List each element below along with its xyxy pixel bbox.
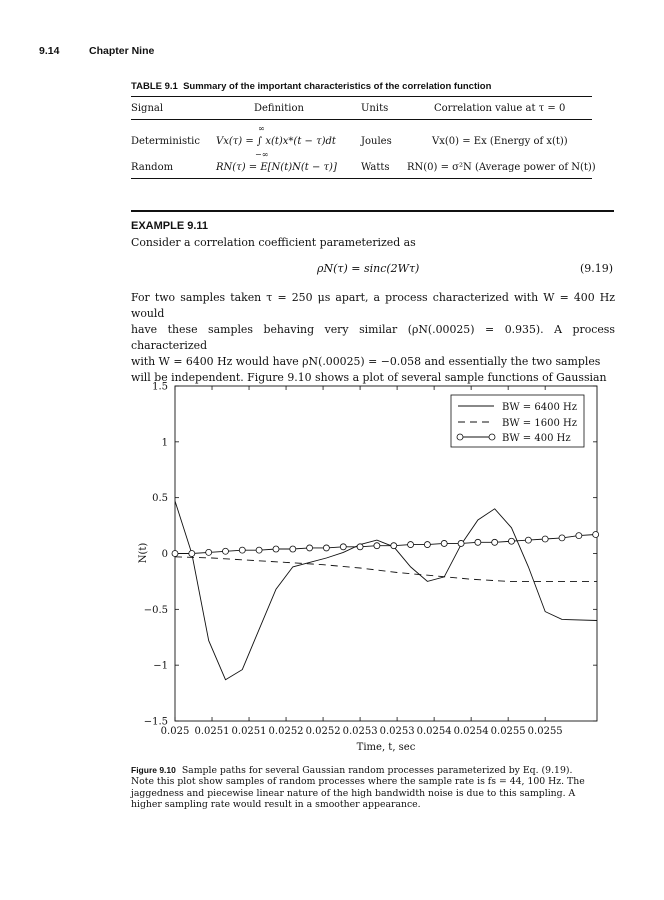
section-number: 9.14	[39, 45, 60, 57]
table-row-signal: Random	[131, 162, 174, 173]
body-line: have these samples behaving very similar (ρN(.00025) = 0.935). A process characterized	[131, 323, 615, 352]
x-tick-label: 0.025	[160, 726, 190, 737]
table-row-units: Joules	[361, 136, 392, 147]
table-row-value: Vx(0) = Ex (Energy of x(t))	[432, 136, 568, 147]
data-point	[508, 538, 514, 544]
integral-upper-limit: ∞	[258, 124, 265, 133]
data-point	[492, 539, 498, 545]
x-tick-label: 0.0252	[305, 726, 341, 737]
x-tick-label: 0.0255	[490, 726, 526, 737]
table-header-signal: Signal	[131, 103, 164, 114]
legend-label-1600: BW = 1600 Hz	[502, 418, 577, 429]
data-point	[172, 551, 178, 557]
body-line: For two samples taken τ = 250 μs apart, a process characterized with W = 400 Hz would	[131, 291, 615, 320]
table-header-units: Units	[361, 103, 389, 114]
y-tick-label: −1.5	[143, 716, 168, 728]
data-point	[593, 532, 599, 538]
chart-legend	[451, 395, 584, 447]
x-tick-label: 0.0251	[194, 726, 230, 737]
data-point	[256, 547, 262, 553]
example-title: EXAMPLE 9.11	[131, 220, 209, 232]
data-point	[408, 542, 414, 548]
series-line-0	[175, 501, 597, 680]
caption-text: Sample paths for several Gaussian random processes parameterized by Eq. (9.19).	[181, 765, 573, 776]
table-label: TABLE 9.1	[131, 81, 178, 92]
data-point	[357, 544, 363, 550]
table-header-rule	[131, 119, 592, 120]
chapter-title: Chapter Nine	[89, 45, 155, 57]
y-tick-label: 0.5	[152, 493, 168, 505]
y-tick-label: 1	[161, 437, 168, 449]
x-tick-label: 0.0253	[342, 726, 378, 737]
legend-marker-400-right	[489, 434, 495, 440]
table-top-rule	[131, 96, 592, 97]
data-point	[441, 540, 447, 546]
x-tick-label: 0.0251	[231, 726, 267, 737]
table-row-value: RN(0) = σ²N (Average power of N(t))	[407, 162, 596, 173]
x-tick-label: 0.0253	[379, 726, 415, 737]
legend-label-6400: BW = 6400 Hz	[502, 402, 577, 413]
x-axis-label: Time, t, sec	[356, 742, 416, 753]
data-point	[391, 543, 397, 549]
data-point	[239, 547, 245, 553]
table-header-value: Correlation value at τ = 0	[434, 103, 566, 114]
data-point	[424, 542, 430, 548]
y-tick-label: −0.5	[143, 604, 168, 616]
example-intro: Consider a correlation coefficient parameterized as	[131, 236, 416, 249]
table-row-definition: Vx(τ) = ∫ x(t)x*(t − τ)dt	[216, 136, 336, 147]
data-point	[323, 545, 329, 551]
table-row-signal: Deterministic	[131, 136, 200, 147]
x-tick-label: 0.0252	[268, 726, 304, 737]
example-rule	[131, 210, 614, 212]
table-row-definition: RN(τ) = E[N(t)N(t − τ)]	[216, 162, 337, 173]
data-point	[189, 551, 195, 557]
body-line: with W = 6400 Hz would have ρN(.00025) = −0.058 and essentially the two samples	[131, 355, 601, 368]
data-point	[273, 546, 279, 552]
sample-paths-chart	[0, 370, 664, 760]
legend-label-400: BW = 400 Hz	[502, 433, 571, 444]
data-point	[458, 540, 464, 546]
table-bottom-rule	[131, 178, 592, 179]
data-point	[576, 533, 582, 539]
body-line: will be independent. Figure 9.10 shows a plot of several sample functions of Gaussian	[131, 371, 607, 384]
caption-line: higher sampling rate would result in a smoother appearance.	[131, 798, 421, 810]
y-axis-label: N(t)	[138, 542, 149, 564]
table-title	[131, 81, 491, 92]
y-tick-label: −1	[153, 660, 168, 672]
x-tick-label: 0.0254	[416, 726, 452, 737]
table-row-units: Watts	[361, 162, 390, 173]
equation: ρN(τ) = sinc(2Wτ)	[317, 262, 420, 275]
data-point	[290, 546, 296, 552]
data-point	[559, 535, 565, 541]
figure-label: Figure 9.10	[131, 765, 176, 775]
figure-caption	[131, 765, 601, 810]
table-caption: Summary of the important characteristics of the correlation function	[183, 81, 492, 92]
series-line-1	[175, 557, 597, 582]
y-tick-label: 0	[161, 549, 168, 560]
data-point	[374, 543, 380, 549]
equation-number: (9.19)	[580, 262, 614, 275]
data-point	[542, 536, 548, 542]
data-point	[340, 544, 346, 550]
legend-marker-400-left	[457, 434, 463, 440]
data-point	[475, 539, 481, 545]
data-point	[307, 545, 313, 551]
table-header-definition: Definition	[254, 103, 304, 114]
data-point	[206, 549, 212, 555]
data-point	[222, 548, 228, 554]
x-tick-label: 0.0254	[453, 726, 489, 737]
caption-line	[131, 765, 601, 776]
series-line-2	[175, 535, 596, 554]
integral-lower-limit: −∞	[255, 150, 269, 159]
y-tick-label: 1.5	[152, 381, 168, 393]
data-point	[525, 537, 531, 543]
x-tick-label: 0.0255	[527, 726, 563, 737]
caption-line: Note this plot show samples of random processes where the sample rate is fs = 44, 100 Hz. The	[131, 776, 585, 788]
caption-line: jaggedness and piecewise linear nature of the high bandwidth noise is due to this sampling. A	[131, 787, 576, 799]
